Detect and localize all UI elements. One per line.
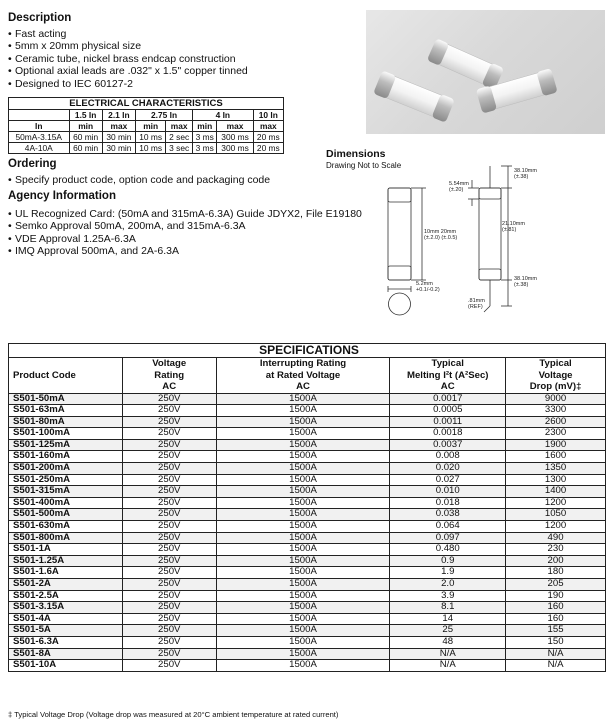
product-code-cell: S501-5A bbox=[9, 625, 123, 637]
list-item: • Optional axial leads are .032" x 1.5" copper tinned bbox=[8, 65, 248, 77]
table-cell: 1500A bbox=[216, 393, 390, 405]
table-cell: 250V bbox=[122, 590, 216, 602]
product-code-cell: S501-2.5A bbox=[9, 590, 123, 602]
table-cell: 300 ms bbox=[217, 143, 253, 154]
table-cell: 160 bbox=[506, 602, 606, 614]
list-item: • VDE Approval 1.25A-6.3A bbox=[8, 233, 362, 245]
sub-header: max bbox=[102, 121, 135, 132]
table-cell: 1900 bbox=[506, 439, 606, 451]
group-header-blank bbox=[9, 110, 70, 121]
sub-header: In bbox=[9, 121, 70, 132]
dim-lead-bottom: 38.10mm (±.38) bbox=[514, 276, 537, 288]
product-code-cell: S501-4A bbox=[9, 613, 123, 625]
electrical-sub-header-row bbox=[9, 121, 284, 132]
table-cell: N/A bbox=[390, 648, 506, 660]
table-cell: 0.027 bbox=[390, 474, 506, 486]
table-cell: 3 sec bbox=[166, 143, 193, 154]
table-cell: 250V bbox=[122, 544, 216, 556]
table-cell: 3 ms bbox=[193, 132, 217, 143]
electrical-group-header-row bbox=[9, 110, 284, 121]
group-header: 2.1 In bbox=[102, 110, 135, 121]
specifications-table bbox=[8, 343, 606, 672]
product-code-cell: S501-160mA bbox=[9, 451, 123, 463]
dimensions-heading: Dimensions bbox=[326, 148, 386, 160]
table-cell: 1400 bbox=[506, 486, 606, 498]
table-cell: 1500A bbox=[216, 544, 390, 556]
product-code-cell: S501-250mA bbox=[9, 474, 123, 486]
product-code-cell: S501-10A bbox=[9, 660, 123, 672]
electrical-title: ELECTRICAL CHARACTERISTICS bbox=[9, 98, 284, 110]
product-code-cell: S501-100mA bbox=[9, 428, 123, 440]
product-code-cell: S501-8A bbox=[9, 648, 123, 660]
table-cell: 1500A bbox=[216, 451, 390, 463]
table-cell: 250V bbox=[122, 648, 216, 660]
table-cell: 2.0 bbox=[390, 579, 506, 591]
sub-header: max bbox=[166, 121, 193, 132]
product-photo bbox=[366, 10, 605, 134]
product-code-cell: S501-80mA bbox=[9, 416, 123, 428]
group-header: 4 In bbox=[193, 110, 254, 121]
table-cell: 30 min bbox=[102, 132, 135, 143]
table-cell: 1600 bbox=[506, 451, 606, 463]
table-cell: 180 bbox=[506, 567, 606, 579]
table-row bbox=[9, 613, 606, 625]
header-product-code: Product Code bbox=[9, 358, 123, 394]
table-cell: 250V bbox=[122, 532, 216, 544]
sub-header: min bbox=[136, 121, 166, 132]
table-row bbox=[9, 132, 284, 143]
agency-heading: Agency Information bbox=[8, 190, 116, 202]
product-code-cell: S501-500mA bbox=[9, 509, 123, 521]
product-code-cell: S501-50mA bbox=[9, 393, 123, 405]
table-cell: 3 ms bbox=[193, 143, 217, 154]
table-cell: 190 bbox=[506, 590, 606, 602]
table-cell: 0.008 bbox=[390, 451, 506, 463]
sub-header: max bbox=[253, 121, 283, 132]
table-row bbox=[9, 625, 606, 637]
table-cell: 1500A bbox=[216, 428, 390, 440]
table-cell: 0.480 bbox=[390, 544, 506, 556]
table-cell: 25 bbox=[390, 625, 506, 637]
table-cell: 250V bbox=[122, 602, 216, 614]
table-cell: 10 ms bbox=[136, 143, 166, 154]
agency-list bbox=[8, 208, 362, 258]
list-item: • Specify product code, option code and packaging code bbox=[8, 174, 270, 186]
table-cell: 1500A bbox=[216, 660, 390, 672]
list-item: • Ceramic tube, nickel brass endcap construction bbox=[8, 53, 248, 65]
table-cell: 155 bbox=[506, 625, 606, 637]
table-cell: 20 ms bbox=[253, 132, 283, 143]
list-item: • Designed to IEC 60127-2 bbox=[8, 78, 248, 90]
description-heading: Description bbox=[8, 12, 72, 24]
table-row bbox=[9, 451, 606, 463]
table-cell: 0.0011 bbox=[390, 416, 506, 428]
table-cell: 1050 bbox=[506, 509, 606, 521]
table-row bbox=[9, 143, 284, 154]
list-item: • IMQ Approval 500mA, and 2A-6.3A bbox=[8, 245, 362, 257]
group-header: 2.75 In bbox=[136, 110, 193, 121]
table-cell: 1500A bbox=[216, 579, 390, 591]
table-cell: 14 bbox=[390, 613, 506, 625]
table-cell: 1500A bbox=[216, 509, 390, 521]
table-cell: 1.9 bbox=[390, 567, 506, 579]
table-row bbox=[9, 486, 606, 498]
table-cell: 48 bbox=[390, 636, 506, 648]
table-cell: 300 ms bbox=[217, 132, 253, 143]
footnote: ‡ Typical Voltage Drop (Voltage drop was measured at 20°C ambient temperature at rated current) bbox=[8, 710, 339, 719]
list-item: • 5mm x 20mm physical size bbox=[8, 40, 248, 52]
product-code-cell: S501-1.25A bbox=[9, 555, 123, 567]
axial-fuse-body-outline bbox=[479, 188, 501, 280]
list-item: • UL Recognized Card: (50mA and 315mA-6.3A) Guide JDYX2, File E19180 bbox=[8, 208, 362, 220]
table-row bbox=[9, 590, 606, 602]
table-cell: 250V bbox=[122, 579, 216, 591]
table-row bbox=[9, 509, 606, 521]
table-cell: 250V bbox=[122, 509, 216, 521]
table-cell: 3.9 bbox=[390, 590, 506, 602]
product-code-cell: S501-1A bbox=[9, 544, 123, 556]
dim-diameter: 5.2mm +0.1/-0.2) bbox=[416, 281, 440, 293]
table-row bbox=[9, 521, 606, 533]
sub-header: min bbox=[69, 121, 102, 132]
table-cell: 1500A bbox=[216, 625, 390, 637]
table-cell: 0.010 bbox=[390, 486, 506, 498]
table-cell: 0.9 bbox=[390, 555, 506, 567]
table-cell: 50mA-3.15A bbox=[9, 132, 70, 143]
product-code-cell: S501-1.6A bbox=[9, 567, 123, 579]
table-cell: 1500A bbox=[216, 532, 390, 544]
header-melting: Typical Melting I²t (A²Sec) AC bbox=[390, 358, 506, 394]
table-cell: 0.0005 bbox=[390, 405, 506, 417]
table-cell: 1200 bbox=[506, 521, 606, 533]
table-cell: N/A bbox=[390, 660, 506, 672]
table-cell: 0.0018 bbox=[390, 428, 506, 440]
table-row bbox=[9, 439, 606, 451]
table-cell: 2 sec bbox=[166, 132, 193, 143]
table-cell: 250V bbox=[122, 660, 216, 672]
table-row bbox=[9, 416, 606, 428]
table-cell: 1500A bbox=[216, 590, 390, 602]
table-cell: 9000 bbox=[506, 393, 606, 405]
table-cell: 200 bbox=[506, 555, 606, 567]
table-cell: 2300 bbox=[506, 428, 606, 440]
table-cell: 1350 bbox=[506, 463, 606, 475]
table-cell: 250V bbox=[122, 567, 216, 579]
sub-header: max bbox=[217, 121, 253, 132]
table-cell: 60 min bbox=[69, 132, 102, 143]
header-voltage-drop: Typical Voltage Drop (mV)‡ bbox=[506, 358, 606, 394]
table-row bbox=[9, 474, 606, 486]
table-cell: 1500A bbox=[216, 555, 390, 567]
table-cell: 1200 bbox=[506, 497, 606, 509]
fuse-photo-graphic bbox=[366, 10, 605, 134]
table-cell: 1500A bbox=[216, 486, 390, 498]
sub-header: min bbox=[193, 121, 217, 132]
table-cell: N/A bbox=[506, 648, 606, 660]
description-list bbox=[8, 28, 248, 90]
table-cell: 205 bbox=[506, 579, 606, 591]
electrical-characteristics-table bbox=[8, 97, 284, 154]
fuse-end-view bbox=[389, 293, 411, 315]
table-row bbox=[9, 393, 606, 405]
group-header: 1.5 In bbox=[69, 110, 102, 121]
table-cell: 8.1 bbox=[390, 602, 506, 614]
dim-body-length: 10mm 20mm (±.2.0) (±.0.5) bbox=[424, 229, 458, 241]
table-cell: 250V bbox=[122, 428, 216, 440]
table-cell: 250V bbox=[122, 521, 216, 533]
table-row bbox=[9, 544, 606, 556]
table-cell: 1500A bbox=[216, 416, 390, 428]
dimensions-subheading: Drawing Not to Scale bbox=[326, 161, 402, 170]
table-cell: 250V bbox=[122, 555, 216, 567]
table-cell: 160 bbox=[506, 613, 606, 625]
table-cell: 1500A bbox=[216, 648, 390, 660]
table-row bbox=[9, 660, 606, 672]
group-header: 10 In bbox=[253, 110, 283, 121]
table-cell: 0.064 bbox=[390, 521, 506, 533]
table-cell: 20 ms bbox=[253, 143, 283, 154]
table-cell: 1500A bbox=[216, 463, 390, 475]
table-cell: 1500A bbox=[216, 602, 390, 614]
table-cell: 1500A bbox=[216, 474, 390, 486]
table-cell: 1500A bbox=[216, 439, 390, 451]
header-voltage: Voltage Rating AC bbox=[122, 358, 216, 394]
product-code-cell: S501-125mA bbox=[9, 439, 123, 451]
table-cell: 30 min bbox=[102, 143, 135, 154]
product-code-cell: S501-2A bbox=[9, 579, 123, 591]
product-code-cell: S501-200mA bbox=[9, 463, 123, 475]
table-row bbox=[9, 648, 606, 660]
dim-lead-top: 38.10mm (±.38) bbox=[514, 168, 537, 180]
specifications-title: SPECIFICATIONS bbox=[9, 344, 606, 358]
table-cell: 1500A bbox=[216, 521, 390, 533]
table-row bbox=[9, 602, 606, 614]
table-cell: 4A-10A bbox=[9, 143, 70, 154]
table-cell: 250V bbox=[122, 463, 216, 475]
ordering-list bbox=[8, 174, 270, 186]
table-row bbox=[9, 532, 606, 544]
table-cell: 1500A bbox=[216, 497, 390, 509]
list-item: • Semko Approval 50mA, 200mA, and 315mA-6.3A bbox=[8, 220, 362, 232]
table-cell: 230 bbox=[506, 544, 606, 556]
table-cell: 250V bbox=[122, 451, 216, 463]
ordering-heading: Ordering bbox=[8, 158, 57, 170]
dim-body-mid: 21.10mm (±.81) bbox=[502, 221, 525, 233]
table-cell: 0.038 bbox=[390, 509, 506, 521]
table-cell: 0.0017 bbox=[390, 393, 506, 405]
product-code-cell: S501-630mA bbox=[9, 521, 123, 533]
table-cell: 250V bbox=[122, 636, 216, 648]
table-row bbox=[9, 497, 606, 509]
table-cell: 1500A bbox=[216, 636, 390, 648]
table-cell: 250V bbox=[122, 625, 216, 637]
dim-cap-length: 5.54mm (±.20) bbox=[449, 181, 469, 193]
table-cell: 250V bbox=[122, 486, 216, 498]
table-cell: 0.097 bbox=[390, 532, 506, 544]
table-cell: N/A bbox=[506, 660, 606, 672]
table-cell: 250V bbox=[122, 613, 216, 625]
table-cell: 60 min bbox=[69, 143, 102, 154]
table-row bbox=[9, 405, 606, 417]
product-code-cell: S501-6.3A bbox=[9, 636, 123, 648]
table-cell: 490 bbox=[506, 532, 606, 544]
table-cell: 1500A bbox=[216, 567, 390, 579]
table-row bbox=[9, 555, 606, 567]
product-code-cell: S501-800mA bbox=[9, 532, 123, 544]
table-cell: 0.018 bbox=[390, 497, 506, 509]
table-row bbox=[9, 463, 606, 475]
table-cell: 10 ms bbox=[136, 132, 166, 143]
table-cell: 1300 bbox=[506, 474, 606, 486]
table-row bbox=[9, 428, 606, 440]
product-code-cell: S501-315mA bbox=[9, 486, 123, 498]
table-cell: 3300 bbox=[506, 405, 606, 417]
table-row bbox=[9, 636, 606, 648]
table-cell: 250V bbox=[122, 393, 216, 405]
table-cell: 150 bbox=[506, 636, 606, 648]
table-cell: 250V bbox=[122, 405, 216, 417]
product-code-cell: S501-400mA bbox=[9, 497, 123, 509]
table-cell: 250V bbox=[122, 416, 216, 428]
header-interrupting: Interrupting Rating at Rated Voltage AC bbox=[216, 358, 390, 394]
table-cell: 1500A bbox=[216, 613, 390, 625]
list-item: • Fast acting bbox=[8, 28, 248, 40]
product-code-cell: S501-63mA bbox=[9, 405, 123, 417]
table-cell: 2600 bbox=[506, 416, 606, 428]
table-row bbox=[9, 567, 606, 579]
product-code-cell: S501-3.15A bbox=[9, 602, 123, 614]
table-cell: 1500A bbox=[216, 405, 390, 417]
table-cell: 250V bbox=[122, 439, 216, 451]
dim-wire: .81mm (REF) bbox=[468, 298, 485, 310]
table-cell: 250V bbox=[122, 474, 216, 486]
specifications-header-row bbox=[9, 358, 606, 394]
table-cell: 250V bbox=[122, 497, 216, 509]
table-cell: 0.0037 bbox=[390, 439, 506, 451]
table-row bbox=[9, 579, 606, 591]
table-cell: 0.020 bbox=[390, 463, 506, 475]
